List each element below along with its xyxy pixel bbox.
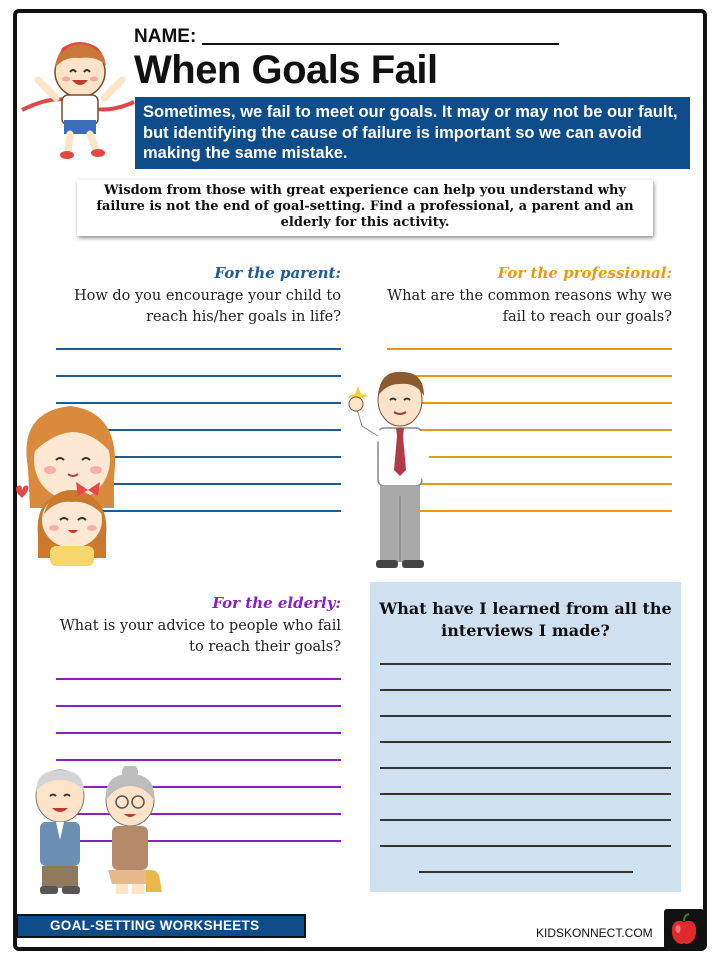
site-name: KIDSKONNECT.COM — [536, 926, 653, 940]
name-row — [134, 26, 559, 48]
reflection-answer-line[interactable] — [380, 845, 671, 847]
elderly-answer-line[interactable] — [56, 705, 341, 707]
professional-heading: For the professional: — [497, 264, 672, 282]
name-label: NAME: — [134, 26, 197, 47]
professional-question — [370, 286, 672, 328]
elderly-heading: For the elderly: — [212, 594, 341, 612]
parent-answer-line[interactable] — [56, 348, 341, 350]
parent-question-line-2: reach his/her goals in life? — [146, 309, 341, 325]
elderly-answer-line[interactable] — [56, 678, 341, 680]
child-crossing-finish-line-icon — [18, 32, 138, 162]
elderly-couple-icon — [20, 766, 170, 902]
reflection-answer-line[interactable] — [380, 793, 671, 795]
mother-and-daughter-icon — [14, 398, 126, 568]
parent-answer-line[interactable] — [56, 375, 341, 377]
page-title: When Goals Fail — [134, 48, 438, 92]
parent-heading: For the parent: — [214, 264, 341, 282]
reflection-answer-line[interactable] — [380, 715, 671, 717]
businessman-flexing-icon — [346, 366, 430, 570]
elderly-answer-line[interactable] — [56, 732, 341, 734]
elderly-question-line-2: to reach their goals? — [189, 639, 341, 655]
elderly-question-line-1: What is your advice to people who fail — [59, 618, 341, 634]
brand-badge — [664, 909, 704, 949]
reflection-box — [370, 582, 681, 892]
reflection-answer-line[interactable] — [380, 663, 671, 665]
instructions-box: Wisdom from those with great experience can help you understand why failure is not the end of goal-setting. Find a professional, a parent and an elderly for this activity. — [77, 180, 653, 236]
elderly-question — [40, 616, 341, 658]
reflection-question — [370, 598, 681, 642]
reflection-question-line-1: What have I learned from all the — [379, 599, 672, 618]
reflection-answer-line[interactable] — [380, 819, 671, 821]
reflection-answer-line[interactable] — [419, 871, 633, 873]
reflection-question-line-2: interviews I made? — [441, 621, 610, 640]
reflection-answer-line[interactable] — [380, 741, 671, 743]
worksheet-series-banner: GOAL-SETTING WORKSHEETS — [16, 914, 306, 938]
professional-question-line-1: What are the common reasons why we — [387, 288, 672, 304]
intro-box: Sometimes, we fail to meet our goals. It may or may not be our fault, but identifying the cause of failure is important so we can avoid making the same mistake. — [135, 97, 690, 169]
elderly-answer-line[interactable] — [56, 759, 341, 761]
reflection-answer-line[interactable] — [380, 689, 671, 691]
name-input-line[interactable] — [202, 43, 559, 45]
parent-question — [50, 286, 341, 328]
professional-question-line-2: fail to reach our goals? — [502, 309, 672, 325]
professional-answer-line[interactable] — [387, 348, 672, 350]
parent-question-line-1: How do you encourage your child to — [73, 288, 341, 304]
apple-icon — [664, 909, 704, 949]
reflection-answer-line[interactable] — [380, 767, 671, 769]
